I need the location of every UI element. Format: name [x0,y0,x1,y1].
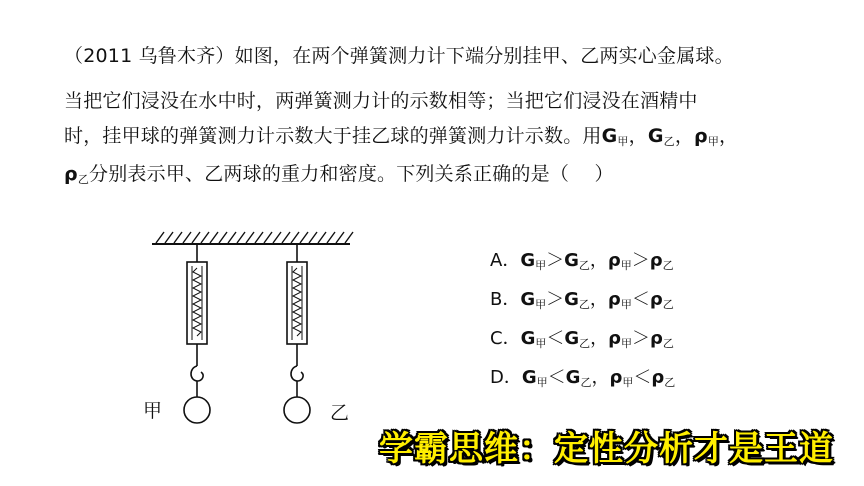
hatch-mark [255,232,263,243]
hatch-mark [246,232,254,243]
opt-sub: 甲 [622,376,634,389]
symbol-g-2: G [647,125,664,147]
opt-r2: ρ [649,289,663,310]
label-jia: 甲 [143,400,163,422]
option-c[interactable] [490,328,674,355]
hatch-mark [174,232,182,243]
symbol-rho-1: ρ [694,125,708,147]
opt-sub: 甲 [536,376,548,389]
hatch-mark [183,232,191,243]
opt-sub: 甲 [620,259,632,272]
opt-operator: ＜ [631,289,650,310]
hatch-mark [228,232,236,243]
opt-g2: G [564,328,580,349]
opt-r2: ρ [651,367,665,388]
hatch-mark [192,232,200,243]
option-letter: B． [490,289,521,310]
question-line-3-text: 时，挂甲球的弹簧测力计示数大于挂乙球的弹簧测力计示数。用 [64,125,602,147]
ball-jia [184,397,210,423]
opt-r2: ρ [650,328,663,349]
option-letter: C． [490,328,521,349]
hook-right [291,366,303,381]
spring-coil-left [193,268,201,336]
separator-2: ， [674,125,695,147]
hatch-mark [237,232,245,243]
opt-sub: 甲 [535,298,547,311]
hatch-mark [165,232,173,243]
subscript-jia-2: 甲 [707,135,720,148]
question-line-1: （2011 乌鲁木齐）如图，在两个弹簧测力计下端分别挂甲、乙两实心金属球。 [64,45,734,67]
spring-scale-right [284,244,310,423]
option-b[interactable] [490,289,674,316]
opt-g1: G [521,367,537,388]
opt-operator: ＜ [633,367,652,388]
opt-g1: G [520,328,536,349]
hatch-mark [273,232,281,243]
symbol-rho-2: ρ [64,163,78,185]
ceiling-support [152,232,353,244]
hatch-mark [318,232,326,243]
spring-scale-left [184,244,210,423]
opt-sub: 乙 [578,259,590,272]
hatch-mark [156,232,164,243]
opt-sub: 乙 [580,376,592,389]
question-line-4-text: 分别表示甲、乙两球的重力和密度。下列关系正确的是（ ） [89,163,614,185]
opt-g2: G [564,250,579,271]
hatch-mark [291,232,299,243]
hatch-mark [210,232,218,243]
hatch-mark [336,232,344,243]
opt-sub: 甲 [620,298,632,311]
opt-sub: 乙 [579,337,591,350]
hatch-mark [201,232,209,243]
opt-sub: 甲 [535,259,547,272]
question-line-2: 当把它们浸没在水中时，两弹簧测力计的示数相等；当把它们浸没在酒精中 [64,90,698,112]
hook-left [191,366,203,381]
opt-sub: 乙 [662,337,674,350]
opt-g2: G [564,289,579,310]
option-letter: D． [490,367,522,388]
opt-r1: ρ [608,328,622,349]
opt-operator: ＞ [631,250,650,271]
opt-sep: ， [589,250,608,271]
label-yi: 乙 [330,402,350,424]
subscript-yi-2: 乙 [77,173,90,186]
opt-operator: ＜ [546,328,565,349]
spring-coil-right [293,268,301,336]
subscript-yi-1: 乙 [663,135,675,148]
opt-g1: G [520,289,536,310]
opt-sub: 乙 [662,298,674,311]
hatch-mark [300,232,308,243]
ball-yi [284,397,310,423]
separator-3: ， [719,125,739,147]
opt-g1: G [520,250,536,271]
hatch-mark [309,232,317,243]
subscript-jia-1: 甲 [617,135,629,148]
opt-sub: 甲 [621,337,633,350]
opt-r1: ρ [607,250,621,271]
opt-sub: 乙 [664,376,676,389]
opt-sub: 乙 [578,298,590,311]
opt-r1: ρ [607,289,621,310]
opt-operator: ＞ [546,289,565,310]
opt-sep: ， [590,328,609,349]
opt-g2: G [565,367,581,388]
opt-r2: ρ [649,250,663,271]
opt-sub: 乙 [662,259,674,272]
hatch-mark [327,232,335,243]
option-d[interactable] [490,367,675,394]
opt-sep: ， [591,367,610,388]
hatch-mark [264,232,272,243]
hatch-mark [282,232,290,243]
opt-sep: ， [589,289,608,310]
banner-slogan: 学霸思维：定性分析才是王道 [379,429,834,469]
separator-1: ， [628,125,648,147]
option-a[interactable] [490,250,674,277]
hatch-mark [219,232,227,243]
opt-sub: 甲 [535,337,547,350]
symbol-g-1: G [601,125,618,147]
opt-r1: ρ [609,367,623,388]
opt-operator: ＜ [547,367,566,388]
opt-operator: ＞ [632,328,651,349]
opt-operator: ＞ [546,250,565,271]
hatch-mark [345,232,353,243]
option-letter: A． [490,250,521,271]
